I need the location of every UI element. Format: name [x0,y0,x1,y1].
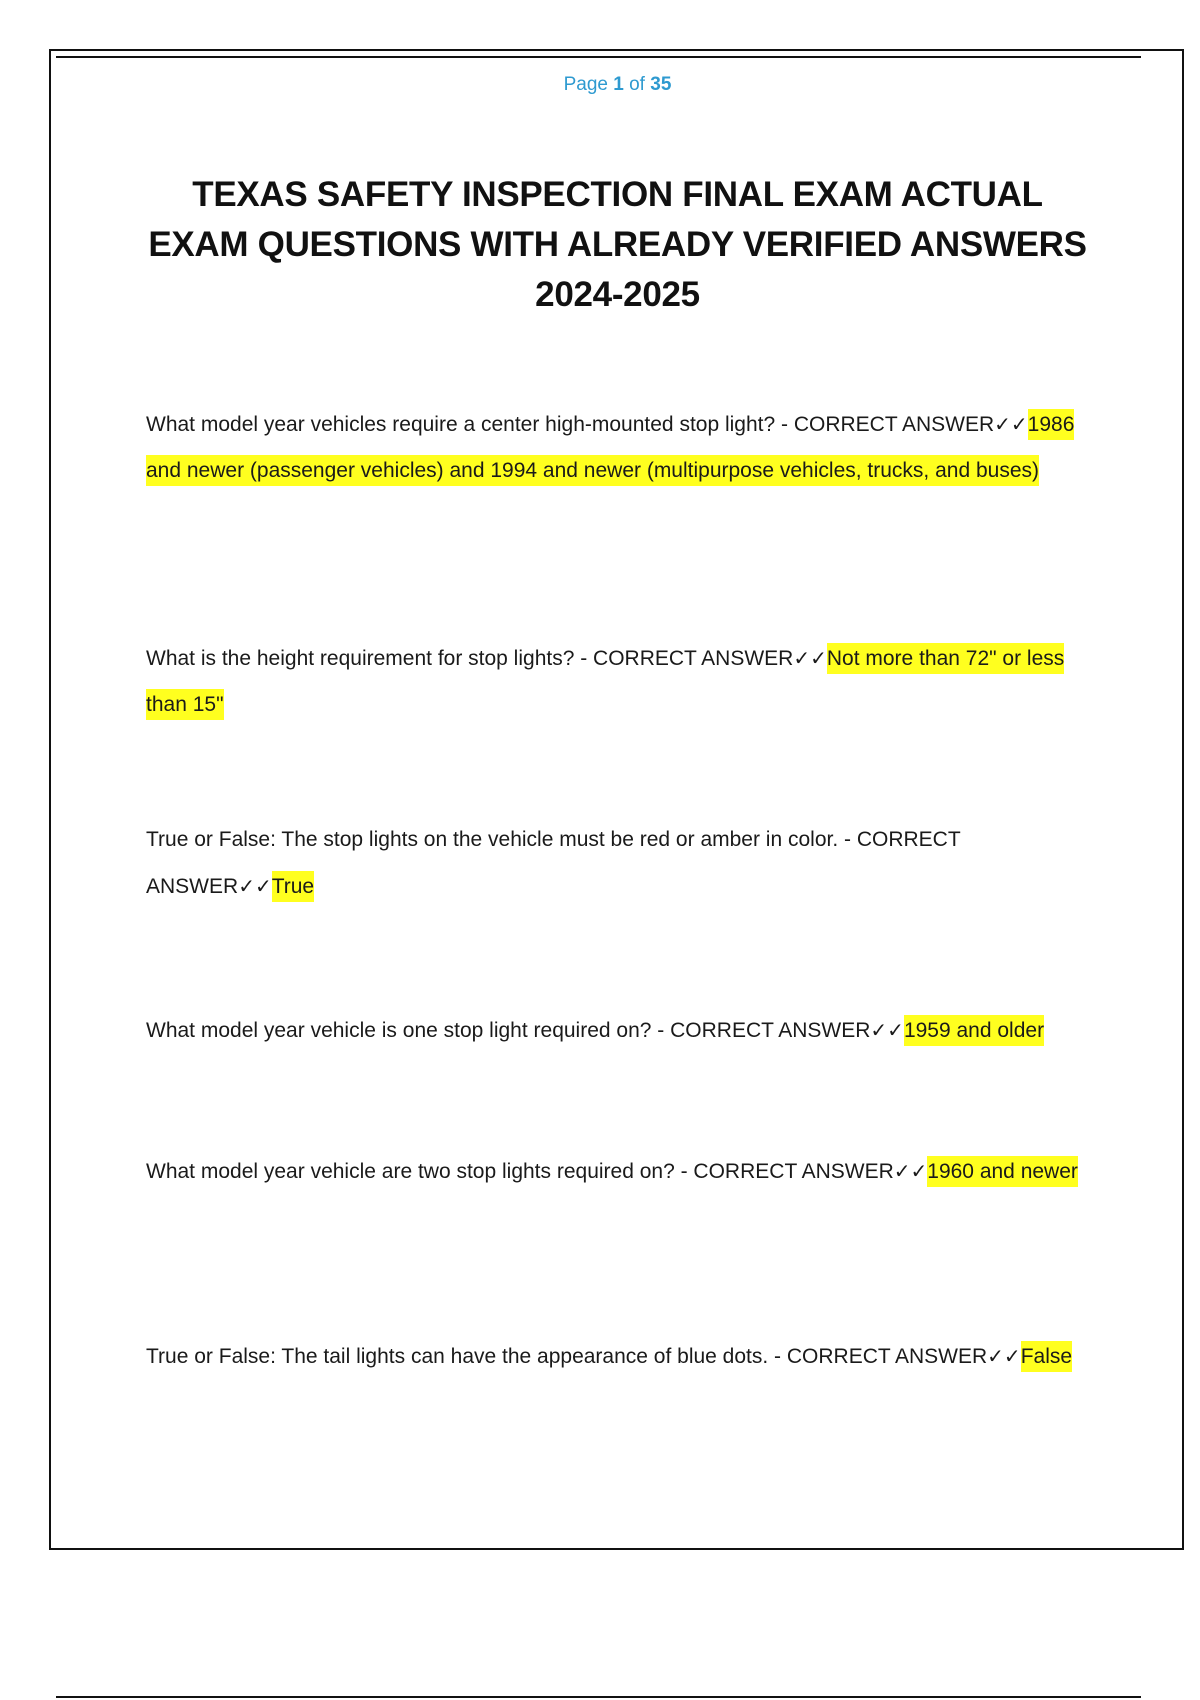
question-text: What model year vehicles require a center high-mounted stop light? - CORRECT ANSWER [146,413,995,436]
question-text: What is the height requirement for stop lights? - CORRECT ANSWER [146,647,794,670]
question-text: What model year vehicle are two stop lights required on? - CORRECT ANSWER [146,1160,894,1183]
question-text: What model year vehicle is one stop light required on? - CORRECT ANSWER [146,1019,871,1042]
highlighted-answer: Not more than 72" or less than 15" [146,643,1064,720]
total-pages-number: 35 [650,74,672,95]
of-word: of [629,74,645,95]
question-item [146,1333,1086,1380]
next-page-rule [56,1696,1141,1698]
question-item [146,401,1086,494]
highlighted-answer: False [1021,1341,1072,1372]
highlighted-answer: 1960 and newer [927,1156,1078,1187]
highlighted-answer: 1986 and newer (passenger vehicles) and 1994 and newer (multipurpose vehicles, trucks, and buses) [146,409,1074,486]
question-item [146,1007,1086,1054]
question-item [146,817,1086,910]
page-word: Page [563,74,608,95]
checkmark-icon: ✓✓ [793,646,827,670]
question-item [146,1148,1086,1195]
highlighted-answer: True [272,871,314,902]
checkmark-icon: ✓✓ [893,1159,928,1183]
current-page-number: 1 [613,74,624,95]
question-item [146,635,1086,728]
highlighted-answer: 1959 and older [904,1015,1044,1046]
question-text: True or False: The tail lights can have the appearance of blue dots. - CORRECT ANSWER [146,1345,988,1368]
checkmark-icon: ✓✓ [987,1344,1021,1368]
checkmark-icon: ✓✓ [994,412,1028,436]
question-text: True or False: The stop lights on the vehicle must be red or amber in color. - CORRECT ANSWER [146,828,961,898]
header-rule [56,56,1141,58]
page-counter [0,74,1200,96]
checkmark-icon: ✓✓ [238,874,272,898]
document-title: TEXAS SAFETY INSPECTION FINAL EXAM ACTUAL EXAM QUESTIONS WITH ALREADY VERIFIED ANSWERS 2024-2025 [148,175,1087,314]
checkmark-icon: ✓✓ [870,1018,904,1042]
